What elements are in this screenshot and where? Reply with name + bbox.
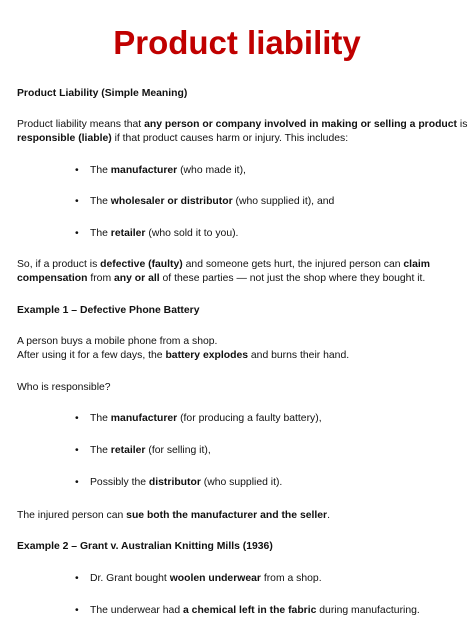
example-1-line-2: After using it for a few days, the battery explodes and burns their hand. xyxy=(17,350,350,361)
section-heading-example-2: Example 2 – Grant v. Australian Knitting Mills (1936) xyxy=(17,541,273,552)
section-heading-meaning: Product Liability (Simple Meaning) xyxy=(17,88,188,99)
bullet-icon: • xyxy=(75,165,79,176)
summary-line-1: So, if a product is defective (faulty) and someone gets hurt, the injured person can claim xyxy=(17,259,430,270)
bullet-icon: • xyxy=(75,413,79,424)
intro-line-2: responsible (liable) if that product causes harm or injury. This includes: xyxy=(17,133,349,144)
list-item-party-retailer: The retailer (who sold it to you). xyxy=(90,228,239,239)
section-heading-example-1: Example 1 – Defective Phone Battery xyxy=(17,305,200,316)
bullet-icon: • xyxy=(75,605,79,616)
list-item-example-2-purchase: Dr. Grant bought woolen underwear from a shop. xyxy=(90,573,322,584)
list-item-party-distributor: The wholesaler or distributor (who supplied it), and xyxy=(90,196,335,207)
list-item-answer-distributor: Possibly the distributor (who supplied it). xyxy=(90,477,283,488)
intro-line-1: Product liability means that any person or company involved in making or selling a product is xyxy=(17,119,468,130)
example-1-conclusion: The injured person can sue both the manufacturer and the seller. xyxy=(17,510,330,521)
list-item-example-2-chemical: The underwear had a chemical left in the fabric during manufacturing. xyxy=(90,605,420,616)
example-1-line-1: A person buys a mobile phone from a shop. xyxy=(17,336,218,347)
summary-line-2: compensation from any or all of these parties — not just the shop where they bought it. xyxy=(17,273,426,284)
bullet-icon: • xyxy=(75,445,79,456)
list-item-party-manufacturer: The manufacturer (who made it), xyxy=(90,165,246,176)
bullet-icon: • xyxy=(75,573,79,584)
bullet-icon: • xyxy=(75,228,79,239)
page-title: Product liability xyxy=(113,24,361,61)
example-1-question: Who is responsible? xyxy=(17,382,111,393)
bullet-icon: • xyxy=(75,477,79,488)
list-item-answer-manufacturer: The manufacturer (for producing a faulty battery), xyxy=(90,413,322,424)
list-item-answer-retailer: The retailer (for selling it), xyxy=(90,445,211,456)
bullet-icon: • xyxy=(75,196,79,207)
